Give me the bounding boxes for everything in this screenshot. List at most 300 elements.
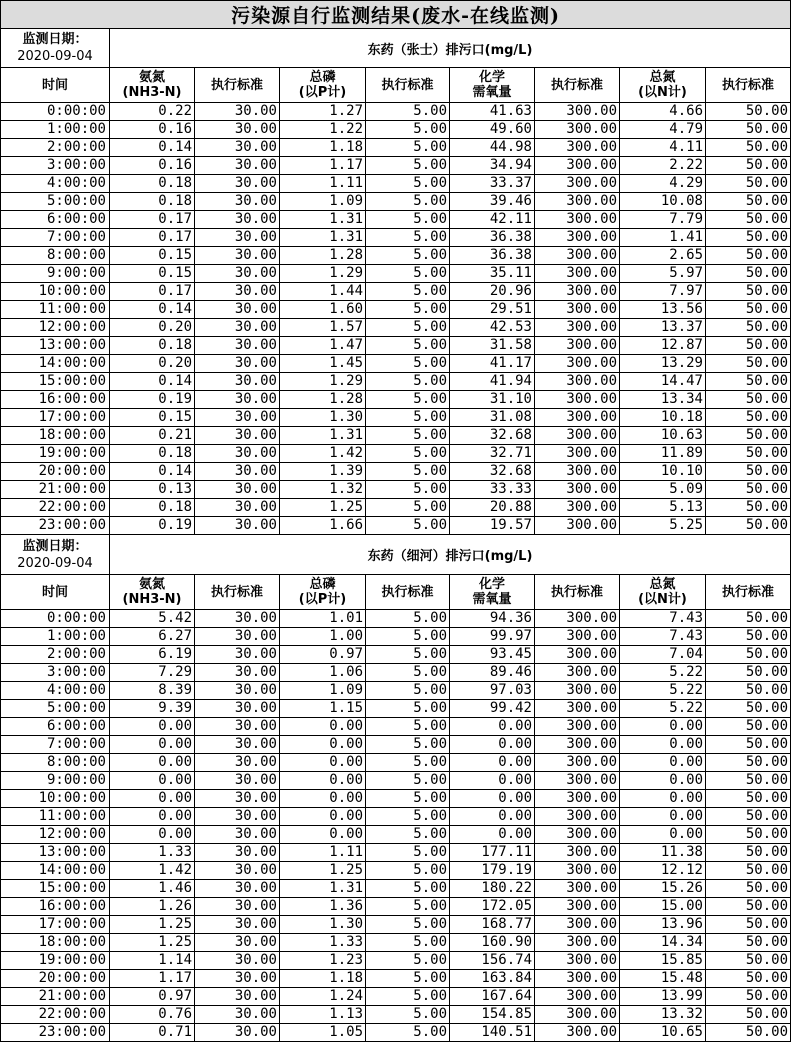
cell-total-n: 7.43 xyxy=(620,610,706,628)
cell-nh3n-standard: 30.00 xyxy=(195,808,280,826)
cell-nh3n-standard: 30.00 xyxy=(195,427,280,445)
cell-nh3n: 1.42 xyxy=(110,862,195,880)
header-text: 执行标准 xyxy=(210,584,263,600)
cell-nh3n: 0.16 xyxy=(110,157,195,175)
cell-total-p-standard: 5.00 xyxy=(366,1024,450,1042)
header-text: 执行标准 xyxy=(550,584,603,600)
cell-total-p-standard: 5.00 xyxy=(366,283,450,301)
cell-cod-standard: 300.00 xyxy=(535,988,620,1006)
cell-total-n-standard: 50.00 xyxy=(706,646,791,664)
cell-cod: 99.42 xyxy=(450,700,535,718)
cell-nh3n-standard: 30.00 xyxy=(195,211,280,229)
header-text: 执行标准 xyxy=(381,584,434,600)
cell-nh3n: 0.00 xyxy=(110,808,195,826)
header-cod xyxy=(450,575,535,610)
table-row xyxy=(1,718,791,736)
cell-total-p-standard: 5.00 xyxy=(366,970,450,988)
cell-time: 16:00:00 xyxy=(1,391,110,409)
cell-total-p-standard: 5.00 xyxy=(366,1006,450,1024)
cell-nh3n: 1.17 xyxy=(110,970,195,988)
table-row xyxy=(1,265,791,283)
table-row xyxy=(1,844,791,862)
cell-cod-standard: 300.00 xyxy=(535,754,620,772)
cell-total-n: 14.34 xyxy=(620,934,706,952)
cell-nh3n: 1.33 xyxy=(110,844,195,862)
table-row xyxy=(1,445,791,463)
cell-total-p: 1.66 xyxy=(280,517,366,535)
cell-cod-standard: 300.00 xyxy=(535,211,620,229)
cell-total-n: 11.89 xyxy=(620,445,706,463)
cell-nh3n: 6.19 xyxy=(110,646,195,664)
cell-total-n-standard: 50.00 xyxy=(706,391,791,409)
cell-time: 12:00:00 xyxy=(1,826,110,844)
cell-cod: 156.74 xyxy=(450,952,535,970)
cell-time: 1:00:00 xyxy=(1,628,110,646)
cell-cod: 19.57 xyxy=(450,517,535,535)
cell-total-n-standard: 50.00 xyxy=(706,934,791,952)
header-text: 需氧量 xyxy=(472,592,512,607)
cell-total-p: 0.00 xyxy=(280,826,366,844)
header-text: 总磷 xyxy=(309,577,336,592)
cell-cod-standard: 300.00 xyxy=(535,247,620,265)
title-row xyxy=(1,1,791,29)
cell-cod: 29.51 xyxy=(450,301,535,319)
cell-nh3n-standard: 30.00 xyxy=(195,103,280,121)
cell-cod-standard: 300.00 xyxy=(535,337,620,355)
cell-nh3n-standard: 30.00 xyxy=(195,862,280,880)
cell-total-n-standard: 50.00 xyxy=(706,121,791,139)
header-total-n-standard xyxy=(706,575,791,610)
cell-total-n: 12.87 xyxy=(620,337,706,355)
table-row xyxy=(1,139,791,157)
monitoring-date-cell xyxy=(1,29,110,68)
cell-nh3n-standard: 30.00 xyxy=(195,610,280,628)
cell-total-n: 4.66 xyxy=(620,103,706,121)
cell-cod: 0.00 xyxy=(450,772,535,790)
cell-time: 14:00:00 xyxy=(1,862,110,880)
cell-total-p: 1.09 xyxy=(280,193,366,211)
cell-cod-standard: 300.00 xyxy=(535,700,620,718)
cell-total-n: 5.22 xyxy=(620,664,706,682)
cell-total-n: 4.79 xyxy=(620,121,706,139)
cell-total-n: 15.85 xyxy=(620,952,706,970)
cell-total-n: 5.13 xyxy=(620,499,706,517)
cell-total-n: 0.00 xyxy=(620,790,706,808)
cell-total-p: 1.33 xyxy=(280,934,366,952)
cell-time: 17:00:00 xyxy=(1,409,110,427)
cell-cod-standard: 300.00 xyxy=(535,934,620,952)
cell-cod-standard: 300.00 xyxy=(535,736,620,754)
cell-total-p-standard: 5.00 xyxy=(366,700,450,718)
cell-time: 11:00:00 xyxy=(1,301,110,319)
cell-nh3n-standard: 30.00 xyxy=(195,826,280,844)
cell-nh3n: 0.15 xyxy=(110,265,195,283)
cell-total-n-standard: 50.00 xyxy=(706,880,791,898)
cell-cod-standard: 300.00 xyxy=(535,283,620,301)
cell-total-n: 7.43 xyxy=(620,628,706,646)
header-text: 执行标准 xyxy=(550,77,603,93)
cell-cod: 177.11 xyxy=(450,844,535,862)
table-row xyxy=(1,247,791,265)
cell-nh3n-standard: 30.00 xyxy=(195,337,280,355)
table-row xyxy=(1,355,791,373)
cell-nh3n: 0.14 xyxy=(110,463,195,481)
cell-time: 6:00:00 xyxy=(1,718,110,736)
cell-total-n-standard: 50.00 xyxy=(706,301,791,319)
cell-time: 21:00:00 xyxy=(1,481,110,499)
cell-nh3n: 0.76 xyxy=(110,1006,195,1024)
table-row xyxy=(1,772,791,790)
cell-nh3n: 0.14 xyxy=(110,373,195,391)
header-text: 总氮 xyxy=(649,70,676,85)
cell-time: 16:00:00 xyxy=(1,898,110,916)
cell-total-p: 1.05 xyxy=(280,1024,366,1042)
header-cod-standard xyxy=(535,575,620,610)
monitoring-date-cell xyxy=(1,535,110,575)
header-text: 执行标准 xyxy=(210,77,263,93)
cell-nh3n-standard: 30.00 xyxy=(195,682,280,700)
cell-total-p: 1.29 xyxy=(280,265,366,283)
cell-nh3n: 1.25 xyxy=(110,934,195,952)
header-text: (NH3-N) xyxy=(122,592,182,607)
cell-time: 0:00:00 xyxy=(1,610,110,628)
cell-total-n: 10.08 xyxy=(620,193,706,211)
report-title: 污染源自行监测结果(废水-在线监测) xyxy=(1,1,791,29)
cell-nh3n-standard: 30.00 xyxy=(195,391,280,409)
table-row xyxy=(1,952,791,970)
cell-nh3n-standard: 30.00 xyxy=(195,790,280,808)
cell-total-n: 0.00 xyxy=(620,772,706,790)
cell-total-n: 13.34 xyxy=(620,391,706,409)
cell-cod: 99.97 xyxy=(450,628,535,646)
cell-cod: 93.45 xyxy=(450,646,535,664)
cell-nh3n: 1.14 xyxy=(110,952,195,970)
cell-nh3n: 9.39 xyxy=(110,700,195,718)
table-row xyxy=(1,970,791,988)
cell-cod-standard: 300.00 xyxy=(535,373,620,391)
cell-total-n: 15.26 xyxy=(620,880,706,898)
cell-time: 10:00:00 xyxy=(1,790,110,808)
header-text: 执行标准 xyxy=(722,77,775,93)
cell-total-n-standard: 50.00 xyxy=(706,499,791,517)
cell-nh3n: 1.26 xyxy=(110,898,195,916)
cell-total-n-standard: 50.00 xyxy=(706,844,791,862)
cell-nh3n-standard: 30.00 xyxy=(195,499,280,517)
cell-total-n: 10.10 xyxy=(620,463,706,481)
cell-total-p-standard: 5.00 xyxy=(366,337,450,355)
cell-time: 9:00:00 xyxy=(1,265,110,283)
cell-total-p: 1.00 xyxy=(280,628,366,646)
cell-total-n-standard: 50.00 xyxy=(706,481,791,499)
cell-total-n-standard: 50.00 xyxy=(706,916,791,934)
cell-time: 8:00:00 xyxy=(1,247,110,265)
outlet-name: 东药（细河）排污口(mg/L) xyxy=(110,535,791,575)
header-cod-standard xyxy=(535,68,620,103)
cell-total-p: 1.28 xyxy=(280,391,366,409)
cell-total-p: 1.31 xyxy=(280,880,366,898)
cell-total-p-standard: 5.00 xyxy=(366,229,450,247)
cell-cod-standard: 300.00 xyxy=(535,610,620,628)
cell-cod: 41.94 xyxy=(450,373,535,391)
cell-total-p-standard: 5.00 xyxy=(366,628,450,646)
cell-time: 2:00:00 xyxy=(1,646,110,664)
cell-nh3n-standard: 30.00 xyxy=(195,193,280,211)
cell-total-p-standard: 5.00 xyxy=(366,409,450,427)
cell-time: 2:00:00 xyxy=(1,139,110,157)
cell-cod-standard: 300.00 xyxy=(535,772,620,790)
cell-cod: 180.22 xyxy=(450,880,535,898)
cell-nh3n-standard: 30.00 xyxy=(195,445,280,463)
cell-total-p: 1.28 xyxy=(280,247,366,265)
header-cod xyxy=(450,68,535,103)
cell-nh3n: 0.15 xyxy=(110,409,195,427)
cell-total-p: 0.00 xyxy=(280,808,366,826)
table-row xyxy=(1,193,791,211)
cell-nh3n: 0.00 xyxy=(110,754,195,772)
cell-total-p-standard: 5.00 xyxy=(366,898,450,916)
cell-cod-standard: 300.00 xyxy=(535,103,620,121)
cell-total-p: 1.13 xyxy=(280,1006,366,1024)
header-nh3n xyxy=(110,68,195,103)
header-total-n xyxy=(620,575,706,610)
header-text: (以P计) xyxy=(298,592,347,607)
table-row xyxy=(1,916,791,934)
cell-total-n: 10.18 xyxy=(620,409,706,427)
header-text: (NH3-N) xyxy=(122,85,182,100)
cell-time: 5:00:00 xyxy=(1,700,110,718)
cell-nh3n: 0.00 xyxy=(110,772,195,790)
cell-cod: 97.03 xyxy=(450,682,535,700)
cell-cod: 160.90 xyxy=(450,934,535,952)
cell-total-p-standard: 5.00 xyxy=(366,319,450,337)
table-row xyxy=(1,481,791,499)
cell-nh3n: 0.00 xyxy=(110,736,195,754)
cell-cod: 0.00 xyxy=(450,808,535,826)
cell-time: 13:00:00 xyxy=(1,337,110,355)
cell-total-n: 5.09 xyxy=(620,481,706,499)
cell-time: 23:00:00 xyxy=(1,1024,110,1042)
table-row xyxy=(1,808,791,826)
cell-nh3n-standard: 30.00 xyxy=(195,970,280,988)
cell-total-p-standard: 5.00 xyxy=(366,373,450,391)
cell-total-n-standard: 50.00 xyxy=(706,445,791,463)
header-total-p-standard xyxy=(366,68,450,103)
cell-nh3n-standard: 30.00 xyxy=(195,952,280,970)
cell-nh3n-standard: 30.00 xyxy=(195,121,280,139)
cell-total-n-standard: 50.00 xyxy=(706,772,791,790)
cell-time: 23:00:00 xyxy=(1,517,110,535)
cell-cod-standard: 300.00 xyxy=(535,790,620,808)
cell-total-n: 5.22 xyxy=(620,700,706,718)
cell-total-p: 1.11 xyxy=(280,844,366,862)
cell-nh3n-standard: 30.00 xyxy=(195,265,280,283)
cell-nh3n: 7.29 xyxy=(110,664,195,682)
cell-total-n-standard: 50.00 xyxy=(706,754,791,772)
cell-total-n: 7.79 xyxy=(620,211,706,229)
table-row xyxy=(1,790,791,808)
cell-time: 20:00:00 xyxy=(1,463,110,481)
table-row xyxy=(1,610,791,628)
cell-cod-standard: 300.00 xyxy=(535,970,620,988)
header-text: 总磷 xyxy=(309,70,336,85)
cell-total-p-standard: 5.00 xyxy=(366,265,450,283)
cell-total-p-standard: 5.00 xyxy=(366,646,450,664)
cell-nh3n-standard: 30.00 xyxy=(195,175,280,193)
cell-total-n-standard: 50.00 xyxy=(706,373,791,391)
cell-time: 14:00:00 xyxy=(1,355,110,373)
cell-total-p: 0.00 xyxy=(280,736,366,754)
cell-nh3n: 0.16 xyxy=(110,121,195,139)
cell-cod: 31.08 xyxy=(450,409,535,427)
cell-total-p-standard: 5.00 xyxy=(366,247,450,265)
cell-total-p-standard: 5.00 xyxy=(366,355,450,373)
cell-total-n: 4.11 xyxy=(620,139,706,157)
cell-total-p-standard: 5.00 xyxy=(366,772,450,790)
cell-total-n: 0.00 xyxy=(620,808,706,826)
cell-total-n: 2.65 xyxy=(620,247,706,265)
cell-nh3n-standard: 30.00 xyxy=(195,700,280,718)
cell-total-p: 1.17 xyxy=(280,157,366,175)
cell-nh3n-standard: 30.00 xyxy=(195,628,280,646)
cell-nh3n: 0.00 xyxy=(110,718,195,736)
cell-nh3n-standard: 30.00 xyxy=(195,517,280,535)
cell-time: 13:00:00 xyxy=(1,844,110,862)
cell-total-p: 0.00 xyxy=(280,772,366,790)
cell-time: 11:00:00 xyxy=(1,808,110,826)
table-row xyxy=(1,409,791,427)
cell-total-n-standard: 50.00 xyxy=(706,970,791,988)
cell-cod: 0.00 xyxy=(450,754,535,772)
cell-total-n: 13.56 xyxy=(620,301,706,319)
cell-time: 7:00:00 xyxy=(1,229,110,247)
cell-total-p: 1.45 xyxy=(280,355,366,373)
cell-cod-standard: 300.00 xyxy=(535,826,620,844)
cell-cod-standard: 300.00 xyxy=(535,916,620,934)
cell-cod: 49.60 xyxy=(450,121,535,139)
cell-cod-standard: 300.00 xyxy=(535,646,620,664)
table-row xyxy=(1,700,791,718)
cell-cod: 163.84 xyxy=(450,970,535,988)
cell-cod: 20.88 xyxy=(450,499,535,517)
cell-nh3n: 1.25 xyxy=(110,916,195,934)
header-total-n-standard xyxy=(706,68,791,103)
cell-cod: 179.19 xyxy=(450,862,535,880)
cell-cod: 33.33 xyxy=(450,481,535,499)
cell-cod-standard: 300.00 xyxy=(535,880,620,898)
cell-time: 5:00:00 xyxy=(1,193,110,211)
cell-total-p-standard: 5.00 xyxy=(366,445,450,463)
cell-total-p-standard: 5.00 xyxy=(366,499,450,517)
cell-nh3n: 0.17 xyxy=(110,283,195,301)
table-row xyxy=(1,157,791,175)
cell-total-p: 1.31 xyxy=(280,211,366,229)
cell-total-n-standard: 50.00 xyxy=(706,409,791,427)
header-total-p xyxy=(280,68,366,103)
cell-total-p-standard: 5.00 xyxy=(366,157,450,175)
cell-total-p-standard: 5.00 xyxy=(366,121,450,139)
header-nh3n-standard xyxy=(195,68,280,103)
cell-nh3n: 0.18 xyxy=(110,337,195,355)
cell-time: 10:00:00 xyxy=(1,283,110,301)
monitoring-date: 2020-09-04 xyxy=(17,49,93,64)
table-row xyxy=(1,1006,791,1024)
cell-total-p-standard: 5.00 xyxy=(366,934,450,952)
cell-total-p: 1.39 xyxy=(280,463,366,481)
cell-total-n: 5.25 xyxy=(620,517,706,535)
cell-total-n: 7.97 xyxy=(620,283,706,301)
cell-nh3n: 0.18 xyxy=(110,499,195,517)
cell-total-p: 1.57 xyxy=(280,319,366,337)
cell-total-p-standard: 5.00 xyxy=(366,517,450,535)
cell-nh3n-standard: 30.00 xyxy=(195,481,280,499)
cell-total-n-standard: 50.00 xyxy=(706,862,791,880)
cell-nh3n-standard: 30.00 xyxy=(195,157,280,175)
cell-total-n-standard: 50.00 xyxy=(706,157,791,175)
table-row xyxy=(1,373,791,391)
header-text: 时间 xyxy=(41,584,68,600)
table-row xyxy=(1,628,791,646)
cell-total-p: 1.25 xyxy=(280,499,366,517)
cell-nh3n-standard: 30.00 xyxy=(195,898,280,916)
cell-cod-standard: 300.00 xyxy=(535,952,620,970)
table-row xyxy=(1,337,791,355)
cell-total-n-standard: 50.00 xyxy=(706,139,791,157)
header-text: (以N计) xyxy=(638,85,687,100)
cell-time: 12:00:00 xyxy=(1,319,110,337)
cell-nh3n-standard: 30.00 xyxy=(195,988,280,1006)
cell-cod: 167.64 xyxy=(450,988,535,1006)
cell-nh3n-standard: 30.00 xyxy=(195,736,280,754)
cell-total-p-standard: 5.00 xyxy=(366,391,450,409)
cell-cod: 89.46 xyxy=(450,664,535,682)
cell-cod-standard: 300.00 xyxy=(535,628,620,646)
cell-total-n-standard: 50.00 xyxy=(706,790,791,808)
cell-cod: 42.53 xyxy=(450,319,535,337)
table-row xyxy=(1,862,791,880)
table-row xyxy=(1,103,791,121)
cell-total-n-standard: 50.00 xyxy=(706,988,791,1006)
header-total-p-standard xyxy=(366,575,450,610)
cell-total-p-standard: 5.00 xyxy=(366,862,450,880)
cell-cod: 42.11 xyxy=(450,211,535,229)
cell-cod-standard: 300.00 xyxy=(535,898,620,916)
cell-total-n: 0.00 xyxy=(620,826,706,844)
cell-total-p-standard: 5.00 xyxy=(366,880,450,898)
cell-time: 6:00:00 xyxy=(1,211,110,229)
cell-total-n: 13.99 xyxy=(620,988,706,1006)
cell-total-p: 1.18 xyxy=(280,139,366,157)
cell-nh3n: 0.13 xyxy=(110,481,195,499)
cell-total-p: 1.23 xyxy=(280,952,366,970)
cell-time: 19:00:00 xyxy=(1,952,110,970)
cell-total-p-standard: 5.00 xyxy=(366,463,450,481)
outlet-name: 东药（张士）排污口(mg/L) xyxy=(110,29,791,68)
cell-time: 3:00:00 xyxy=(1,664,110,682)
cell-nh3n-standard: 30.00 xyxy=(195,247,280,265)
cell-total-p-standard: 5.00 xyxy=(366,301,450,319)
cell-nh3n: 0.17 xyxy=(110,229,195,247)
cell-cod-standard: 300.00 xyxy=(535,499,620,517)
cell-total-n-standard: 50.00 xyxy=(706,700,791,718)
cell-time: 9:00:00 xyxy=(1,772,110,790)
cell-total-n-standard: 50.00 xyxy=(706,628,791,646)
cell-nh3n: 0.15 xyxy=(110,247,195,265)
cell-total-p-standard: 5.00 xyxy=(366,826,450,844)
cell-total-n-standard: 50.00 xyxy=(706,229,791,247)
cell-cod: 34.94 xyxy=(450,157,535,175)
header-time xyxy=(1,68,110,103)
cell-cod-standard: 300.00 xyxy=(535,301,620,319)
